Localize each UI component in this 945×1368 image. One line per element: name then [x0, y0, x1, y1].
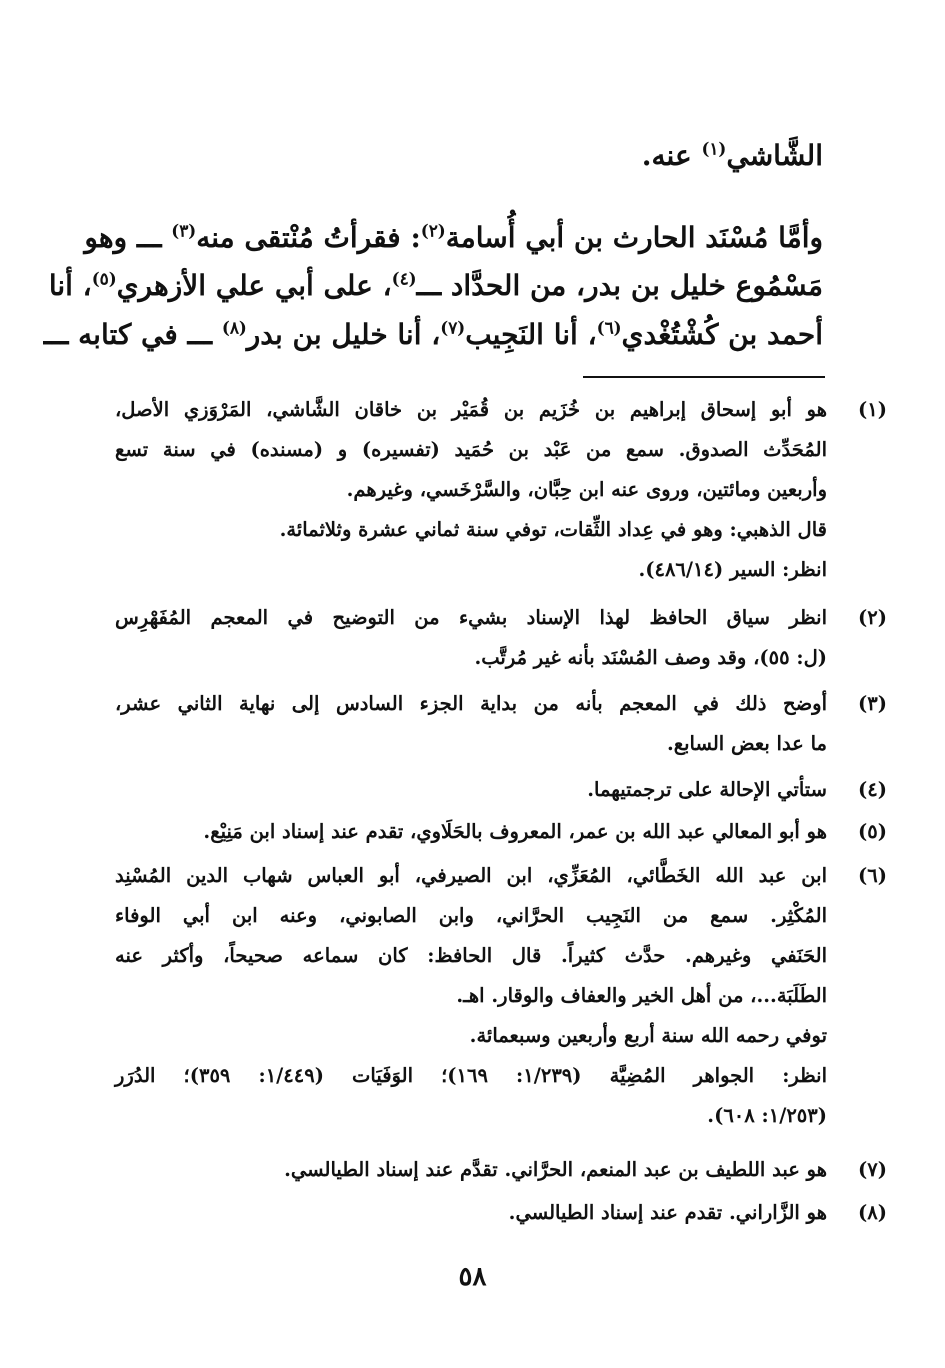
- footnote-line: ستأتي الإحالة على ترجمتيهما.: [587, 778, 827, 801]
- footnote-number: (٥): [858, 820, 887, 843]
- text-segment: عنه.: [641, 139, 702, 172]
- footnote-4: [115, 770, 887, 810]
- footnote-line: (١/٢٥٣: ٦٠٨).: [707, 1104, 827, 1127]
- main-line-3: [48, 266, 823, 306]
- footnote-number: (٤): [858, 778, 887, 801]
- footnote-6: [115, 856, 887, 1136]
- footnote-ref-8[interactable]: (٨): [221, 317, 247, 338]
- main-line-2: [84, 218, 823, 258]
- text-segment: ، أنا خليل بن بدر: [246, 318, 441, 351]
- footnote-number: (٣): [858, 692, 887, 715]
- footnote-ref-2[interactable]: (٢): [420, 220, 446, 241]
- footnote-line: وأربعين ومائتين، وروى عنه ابن حِبَّان، والسَّرْخَسي، وغيرهم.: [346, 478, 827, 501]
- footnote-line: الحَنَفي وغيرهم. حدَّث كثيراً. قال الحافظ: كان سماعه صحيحاً، وأكثر عنه: [115, 944, 827, 967]
- footnote-line: أوضح ذلك في المعجم بأنه من بداية الجزء السادس إلى نهاية الثاني عشر،: [115, 692, 827, 715]
- footnote-line: هو أبو المعالي عبد الله بن عمر، المعروف بالحَلَاوي، تقدم عند إسناد ابن مَنِيْع.: [203, 820, 827, 843]
- footnote-8: [115, 1193, 887, 1233]
- footnote-line: انظر: الجواهر المُضِيَّة (١/٢٣٩: ١٦٩)؛ الوَفَيَات (١/٤٤٩: ٣٥٩)؛ الدُرَر: [115, 1064, 827, 1087]
- footnote-line: (ل: ٥٥)، وقد وصف المُسْنَد بأنه غير مُرتَّب.: [474, 646, 827, 669]
- footnote-line: هو أبو إسحاق إبراهيم بن خُزَيم بن قُمَيْر بن خاقان الشَّاشي، المَرْوَزي الأصل،: [115, 398, 827, 421]
- text-segment: ، على أبي علي الأزهري: [116, 269, 392, 302]
- footnote-line: انظر: السير (٤٨٦/١٤).: [638, 558, 827, 581]
- footnote-line: ما عدا بعض السابع.: [666, 732, 827, 755]
- footnote-ref-1[interactable]: (١): [701, 138, 727, 159]
- footnote-ref-5[interactable]: (٥): [91, 268, 117, 289]
- footnote-number: (٦): [858, 864, 887, 887]
- footnote-line: هو عبد اللطيف بن عبد المنعم، الحرَّاني. تقدَّم عند إسناد الطيالسي.: [284, 1158, 827, 1181]
- footnote-3: [115, 684, 887, 764]
- text-segment: ـــ وهو: [84, 221, 172, 254]
- footnote-5: [115, 812, 887, 852]
- footnote-ref-3[interactable]: (٣): [171, 220, 197, 241]
- main-line-1: [108, 136, 823, 176]
- footnote-ref-4[interactable]: (٤): [391, 268, 417, 289]
- text-segment: وأمَّا مُسْنَد الحارث بن أبي أُسامة: [445, 221, 823, 254]
- text-segment: مَسْمُوع خليل بن بدر، من الحدَّاد ـــ: [416, 269, 823, 302]
- footnote-7: [115, 1150, 887, 1190]
- text-segment: : فقرأتُ مُنْتقى منه: [196, 221, 421, 254]
- footnote-line: الطَلَبَة...، من أهل الخير والعفاف والوقار. اهـ.: [456, 984, 827, 1007]
- page-number: ٥٨: [458, 1262, 487, 1292]
- text-segment: أحمد بن كُشْتُغْدي: [621, 318, 823, 351]
- main-line-4: [43, 315, 823, 355]
- footnote-number: (٨): [858, 1201, 887, 1224]
- footnote-ref-7[interactable]: (٧): [440, 317, 466, 338]
- footnote-number: (١): [858, 398, 887, 421]
- footnote-line: المُكْثِر. سمع من النَجِيب الحرَّاني، وابن الصابوني، وعنه ابن أبي الوفاء: [115, 904, 827, 927]
- footnote-line: ابن عبد الله الخَطَّائي، المُعَزِّي، ابن الصيرفي، أبو العباس شهاب الدين المُسْنِد: [115, 864, 827, 887]
- text-segment: ، أنا: [48, 269, 92, 302]
- text-segment: ، أنا النَجِيب: [465, 318, 597, 351]
- footnote-line: المُحَدِّث الصدوق. سمع من عَبْد بن حُمَيد (تفسيره) و (مسنده) في سنة تسع: [115, 438, 827, 461]
- footnote-number: (٢): [858, 606, 887, 629]
- text-segment: ـــ في كتابه ـــ: [43, 318, 222, 351]
- footnote-1: [115, 390, 887, 590]
- footnote-number: (٧): [858, 1158, 887, 1181]
- text-segment: الشَّاشي: [726, 139, 823, 172]
- footnote-line: انظر سياق الحافظ لهذا الإسناد بشيء من التوضيح في المعجم المُفَهْرِس: [115, 606, 827, 629]
- footnote-line: توفي رحمه الله سنة أربع وأربعين وسبعمائة.: [469, 1024, 827, 1047]
- footnote-ref-6[interactable]: (٦): [596, 317, 622, 338]
- footnote-2: [115, 598, 887, 678]
- footnote-separator: [583, 376, 825, 378]
- footnote-line: قال الذهبي: وهو في عِداد الثِّقات، توفي سنة ثماني عشرة وثلاثمائة.: [279, 518, 827, 541]
- footnote-line: هو الزَّاراني. تقدم عند إسناد الطيالسي.: [508, 1201, 827, 1224]
